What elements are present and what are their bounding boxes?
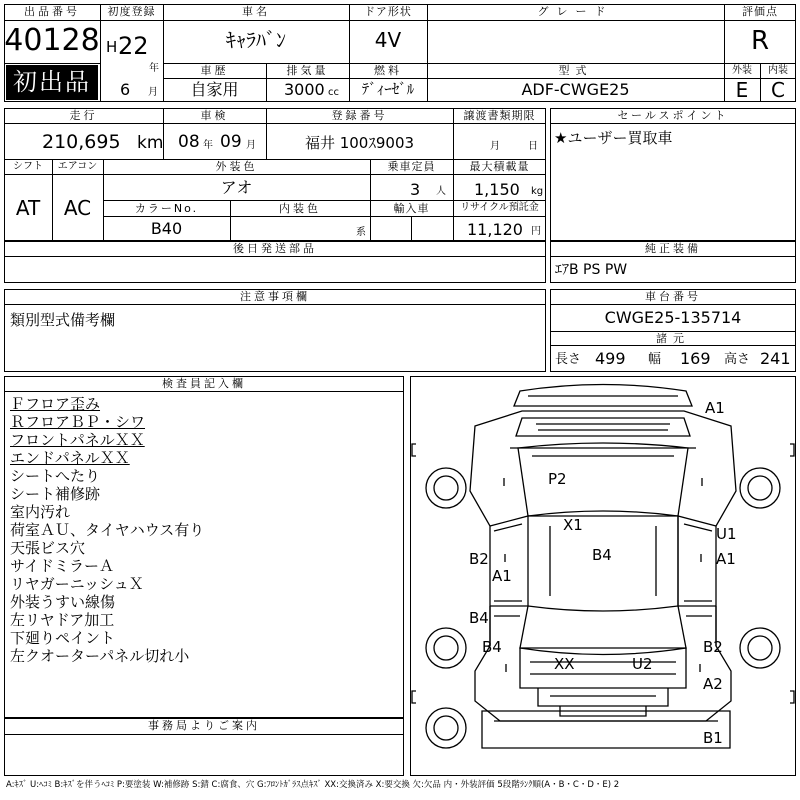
ac-value: AC bbox=[63, 196, 92, 220]
equipment-text: ｴｱB PS PW bbox=[555, 262, 628, 278]
equipment-label: 純正装備 bbox=[645, 242, 701, 255]
color-no-value: B40 bbox=[150, 219, 183, 238]
ac-label: エアコン bbox=[57, 161, 98, 172]
inspector-note-line: Ｆフロア歪み bbox=[10, 395, 101, 413]
mark-p2: P2 bbox=[548, 470, 567, 488]
car-name-label: 車名 bbox=[242, 5, 270, 18]
door-type: 4V bbox=[374, 28, 402, 52]
inspector-note-line: ＲフロアＢＰ・シワ bbox=[10, 413, 146, 431]
inspector-note-line: 天張ビス穴 bbox=[10, 539, 86, 557]
inspector-note-line: 左リヤドア加工 bbox=[10, 611, 115, 629]
score-label: 評価点 bbox=[742, 5, 778, 18]
mark-b2-right: B2 bbox=[703, 638, 723, 656]
transfer-label: 譲渡書類期限 bbox=[463, 109, 536, 122]
height-label: 高さ bbox=[724, 352, 751, 367]
office-label: 事務局よりご案内 bbox=[148, 719, 260, 732]
history-label: 車歴 bbox=[200, 64, 229, 77]
inspector-note-line: 外装うすい線傷 bbox=[10, 593, 116, 611]
inspector-notes-list bbox=[10, 395, 400, 665]
caution-label: 注意事項欄 bbox=[240, 290, 310, 303]
sales-point-text: ★ユーザー買取車 bbox=[554, 129, 673, 147]
load-label: 最大積載量 bbox=[469, 160, 530, 173]
car-name: ｷｬﾗﾊﾞﾝ bbox=[226, 28, 286, 52]
transfer-day-unit: 日 bbox=[528, 141, 538, 152]
chassis-label: 車台番号 bbox=[645, 290, 701, 303]
color-no-label: カラーNo. bbox=[134, 202, 199, 215]
interior-grade: C bbox=[771, 78, 785, 102]
first-listing-badge: 初出品 bbox=[6, 65, 98, 100]
mark-xx: XX bbox=[554, 655, 575, 673]
inspection-year: 08 bbox=[178, 132, 200, 152]
reg-label: 登録番号 bbox=[331, 109, 388, 122]
inspector-note-line: フロントパネルＸＸ bbox=[10, 431, 145, 449]
score-value: R bbox=[750, 26, 770, 56]
length-label: 長さ bbox=[555, 352, 582, 367]
load-value: 1,150 bbox=[474, 180, 520, 199]
sales-point-label: セールスポイント bbox=[617, 109, 729, 122]
ext-color-label: 外装色 bbox=[215, 160, 258, 173]
exterior-grade: E bbox=[735, 78, 749, 102]
inspection-month-unit: 月 bbox=[246, 140, 256, 151]
exterior-label: 外装 bbox=[732, 65, 752, 76]
capacity-unit: 人 bbox=[436, 186, 446, 197]
mark-a1-right: A1 bbox=[716, 550, 736, 568]
displacement-unit: cc bbox=[328, 87, 339, 98]
recycle-value: 11,120 bbox=[467, 220, 523, 239]
width-value: 169 bbox=[680, 349, 711, 368]
inspector-note-line: 荷室ＡＵ、タイヤハウス有り bbox=[10, 521, 205, 539]
capacity-label: 乗車定員 bbox=[387, 160, 436, 173]
mark-a1-left: A1 bbox=[492, 567, 512, 585]
inspector-note-line: シート補修跡 bbox=[10, 485, 101, 503]
recycle-label: リサイクル預託金 bbox=[460, 202, 539, 213]
displacement-value: 3000 bbox=[284, 80, 325, 99]
vehicle-damage-diagram bbox=[410, 376, 796, 776]
int-color-unit: 系 bbox=[356, 227, 366, 238]
import-label: 輸入車 bbox=[393, 202, 430, 215]
year-unit: 年 bbox=[149, 63, 159, 74]
month-unit: 月 bbox=[148, 87, 158, 98]
mark-b2-left: B2 bbox=[469, 550, 489, 568]
mark-u2: U2 bbox=[632, 655, 653, 673]
inspector-label: 検査員記入欄 bbox=[162, 377, 246, 390]
mark-a2: A2 bbox=[703, 675, 723, 693]
lot-label: 出品番号 bbox=[24, 5, 80, 18]
mark-u1: U1 bbox=[716, 525, 737, 543]
mileage-unit: km bbox=[137, 133, 164, 153]
ext-color-value: アオ bbox=[220, 178, 253, 197]
model-value: ADF-CWGE25 bbox=[521, 80, 630, 99]
inspector-note-line: サイドミラーＡ bbox=[10, 557, 114, 575]
inspection-year-unit: 年 bbox=[203, 140, 213, 151]
door-label: ドア形状 bbox=[364, 5, 412, 18]
load-unit: kg bbox=[531, 186, 544, 197]
mark-x1: X1 bbox=[563, 516, 583, 534]
mileage-value: 210,695 bbox=[42, 131, 121, 153]
mark-b4-center: B4 bbox=[592, 546, 612, 564]
inspector-note-line: シートへたり bbox=[10, 467, 101, 485]
fuel-value: ﾃﾞｨｰｾﾞﾙ bbox=[361, 80, 415, 98]
reg-number: 福井 100ｽ9003 bbox=[304, 134, 415, 152]
inspector-note-line: 室内汚れ bbox=[10, 503, 71, 521]
int-color-label: 内装色 bbox=[279, 202, 321, 215]
inspection-month: 09 bbox=[220, 132, 242, 152]
lot-number: 40128 bbox=[4, 23, 100, 58]
length-value: 499 bbox=[595, 349, 626, 368]
mileage-label: 走行 bbox=[69, 109, 98, 122]
height-value: 241 bbox=[760, 349, 791, 368]
inspector-note-line: 左クオーターパネル切れ小 bbox=[10, 647, 190, 665]
shift-value: AT bbox=[15, 196, 41, 220]
caution-text: 類別型式備考欄 bbox=[10, 311, 116, 329]
fuel-label: 燃料 bbox=[374, 64, 402, 77]
sales-point-box bbox=[550, 108, 796, 241]
mark-a1-front: A1 bbox=[705, 399, 725, 417]
legend-text: A:ｷｽﾞ U:ﾍｺﾐ B:ｷｽﾞを伴うﾍｺﾐ P:要塗装 W:補修跡 S:錆 C:腐食、穴 G:ﾌﾛﾝﾄｶﾞﾗｽ点ｷｽﾞ XX:交換済み X:要交換 欠:欠品 内・外装評価 5段階ﾗﾝｸ順(A・B・C・D・E) 2 bbox=[6, 780, 620, 790]
mark-b1: B1 bbox=[703, 729, 723, 747]
width-label: 幅 bbox=[648, 352, 662, 367]
inspector-note-line: エンドパネルＸＸ bbox=[10, 449, 130, 467]
grade-label: グレード bbox=[537, 5, 614, 18]
shift-label: シフト bbox=[13, 161, 43, 172]
inspector-note-line: リヤガーニッシュＸ bbox=[10, 575, 144, 593]
displacement-label: 排気量 bbox=[286, 64, 329, 77]
later-parts-label: 後日発送部品 bbox=[233, 242, 317, 255]
inspector-note-line: 下廻りペイント bbox=[10, 629, 116, 647]
era: H bbox=[106, 38, 118, 56]
first-reg-year: 22 bbox=[118, 32, 149, 60]
model-label: 型式 bbox=[558, 64, 593, 77]
mark-b4-left: B4 bbox=[469, 609, 489, 627]
first-reg-label: 初度登録 bbox=[107, 5, 156, 18]
mark-b4-left-low: B4 bbox=[482, 638, 502, 656]
transfer-month-unit: 月 bbox=[490, 141, 500, 152]
history-value: 自家用 bbox=[190, 80, 239, 99]
interior-label: 内装 bbox=[768, 65, 788, 76]
recycle-unit: 円 bbox=[531, 226, 541, 237]
first-reg-month: 6 bbox=[120, 80, 131, 99]
inspection-label: 車検 bbox=[200, 109, 229, 122]
spec-label: 諸元 bbox=[656, 332, 690, 345]
chassis-number: CWGE25-135714 bbox=[604, 308, 742, 327]
capacity-value: 3 bbox=[410, 180, 421, 199]
